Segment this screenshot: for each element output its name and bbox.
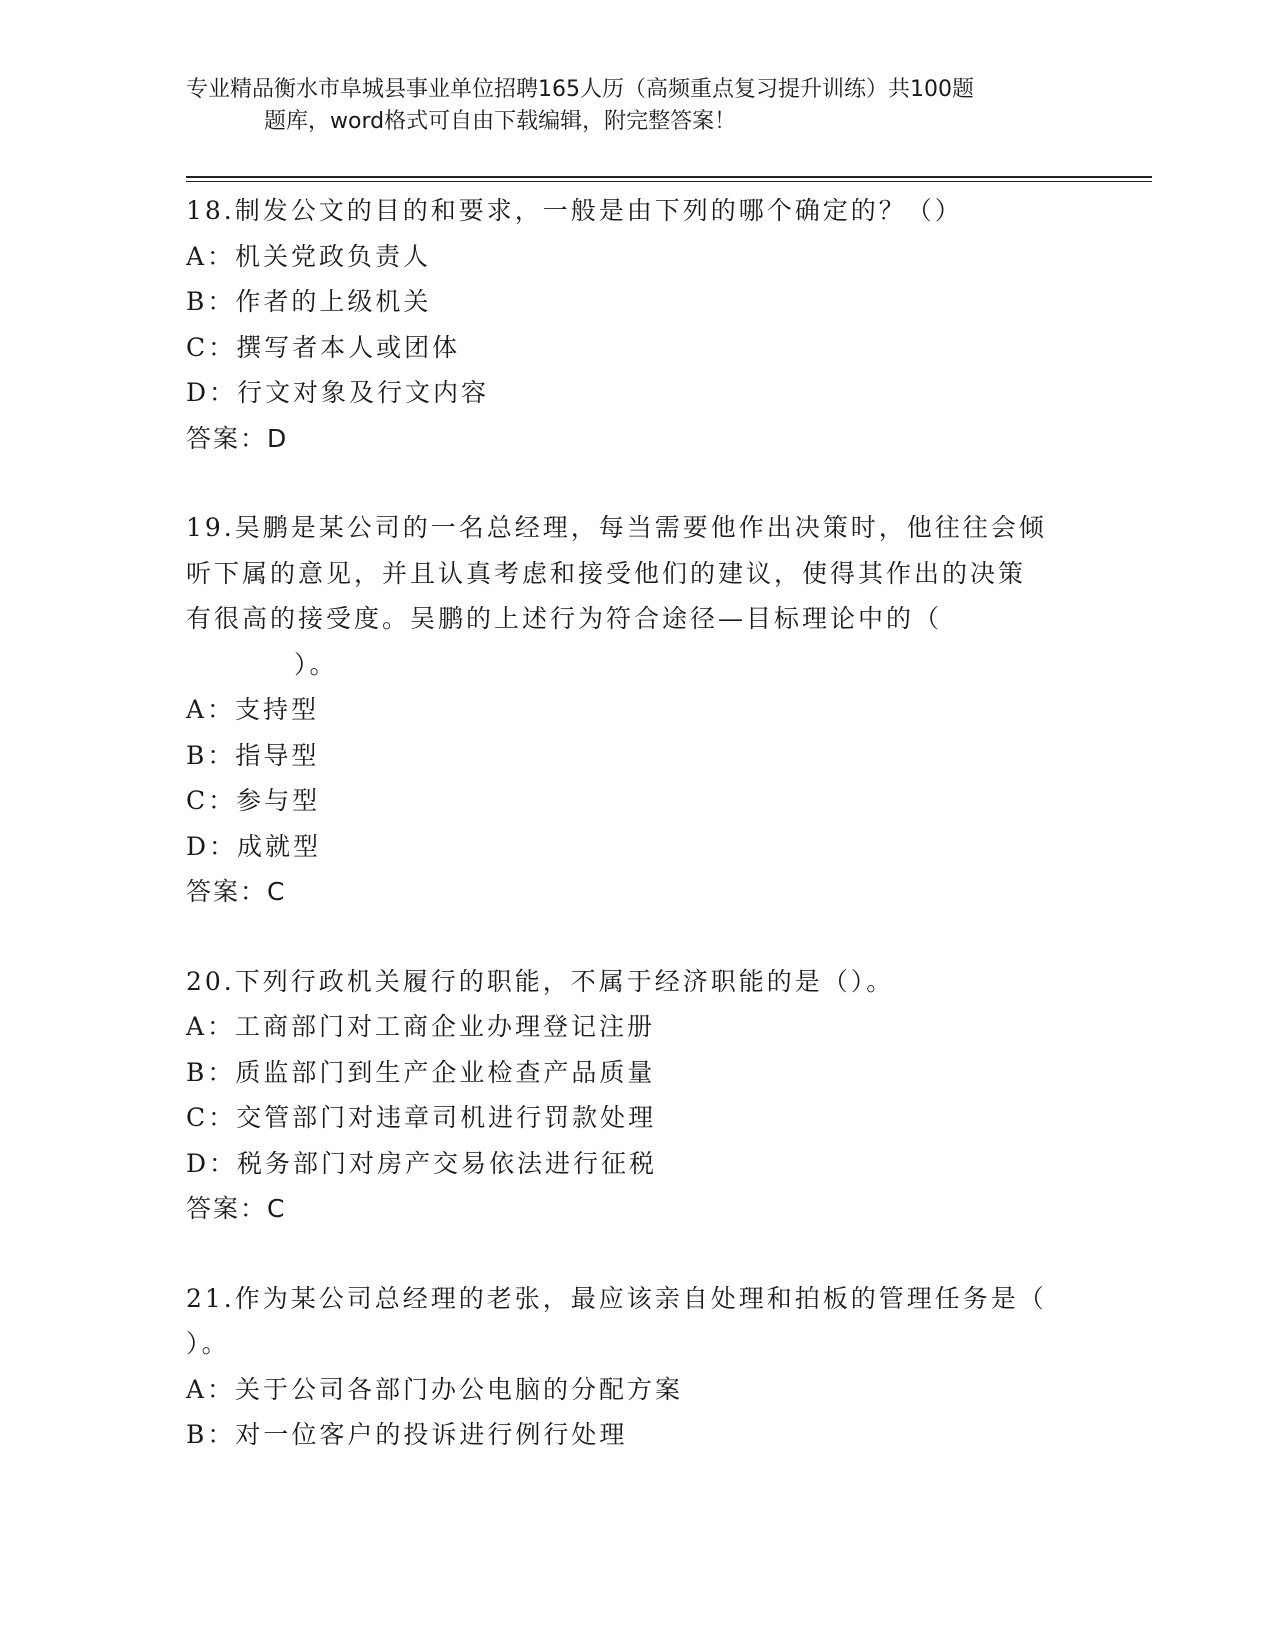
- answer: 答案：C: [186, 877, 287, 906]
- question-text: 20.下列行政机关履行的职能，不属于经济职能的是（）。: [186, 966, 895, 996]
- question-text-line-1: 21.作为某公司总经理的老张，最应该亲自处理和拍板的管理任务是（: [186, 1283, 1047, 1313]
- option-a: A：工商部门对工商企业办理登记注册: [186, 1012, 656, 1041]
- question-20: [186, 959, 1086, 1232]
- option-c: C：交管部门对违章司机进行罚款处理: [186, 1103, 657, 1132]
- option-a: A：关于公司各部门办公电脑的分配方案: [186, 1374, 684, 1404]
- option-b: B：作者的上级机关: [186, 287, 432, 316]
- question-text-line-2: 听下属的意见，并且认真考虑和接受他们的建议，使得其作出的决策: [186, 558, 1027, 588]
- option-c: C：参与型: [186, 786, 321, 815]
- option-d: D：成就型: [186, 831, 322, 861]
- question-text-line-2: ）。: [186, 1329, 230, 1358]
- page-header: [186, 74, 1086, 138]
- answer: 答案：D: [186, 423, 289, 453]
- question-text: 18.制发公文的目的和要求，一般是由下列的哪个确定的？（）: [186, 196, 963, 225]
- question-text-line-3: 有很高的接受度。吴鹏的上述行为符合途径—目标理论中的（: [186, 604, 943, 633]
- question-19: [186, 505, 1086, 915]
- option-d: D：行文对象及行文内容: [186, 378, 490, 407]
- option-d: D：税务部门对房产交易依法进行征税: [186, 1148, 658, 1178]
- header-rule-thick: [186, 176, 1152, 178]
- header-line-1: 专业精品衡水市阜城县事业单位招聘165人历（高频重点复习提升训练）共100题: [186, 77, 974, 102]
- question-21: [186, 1276, 1086, 1458]
- option-a: A：机关党政负责人: [186, 241, 432, 271]
- answer: 答案：C: [186, 1194, 287, 1223]
- option-b: B：对一位客户的投诉进行例行处理: [186, 1420, 628, 1449]
- option-b: B：指导型: [186, 740, 320, 770]
- question-list: [186, 188, 1086, 1458]
- option-b: B：质监部门到生产企业检查产品质量: [186, 1057, 656, 1087]
- header-rule-thin: [186, 181, 1152, 182]
- option-a: A：支持型: [186, 695, 320, 724]
- question-text-line-1: 19.吴鹏是某公司的一名总经理，每当需要他作出决策时，他往往会倾: [186, 513, 1047, 542]
- header-line-2: 题库，word格式可自由下载编辑，附完整答案！: [264, 109, 737, 134]
- question-text-line-4: ）。: [294, 649, 338, 679]
- option-c: C：撰写者本人或团体: [186, 332, 461, 362]
- question-18: [186, 188, 1086, 461]
